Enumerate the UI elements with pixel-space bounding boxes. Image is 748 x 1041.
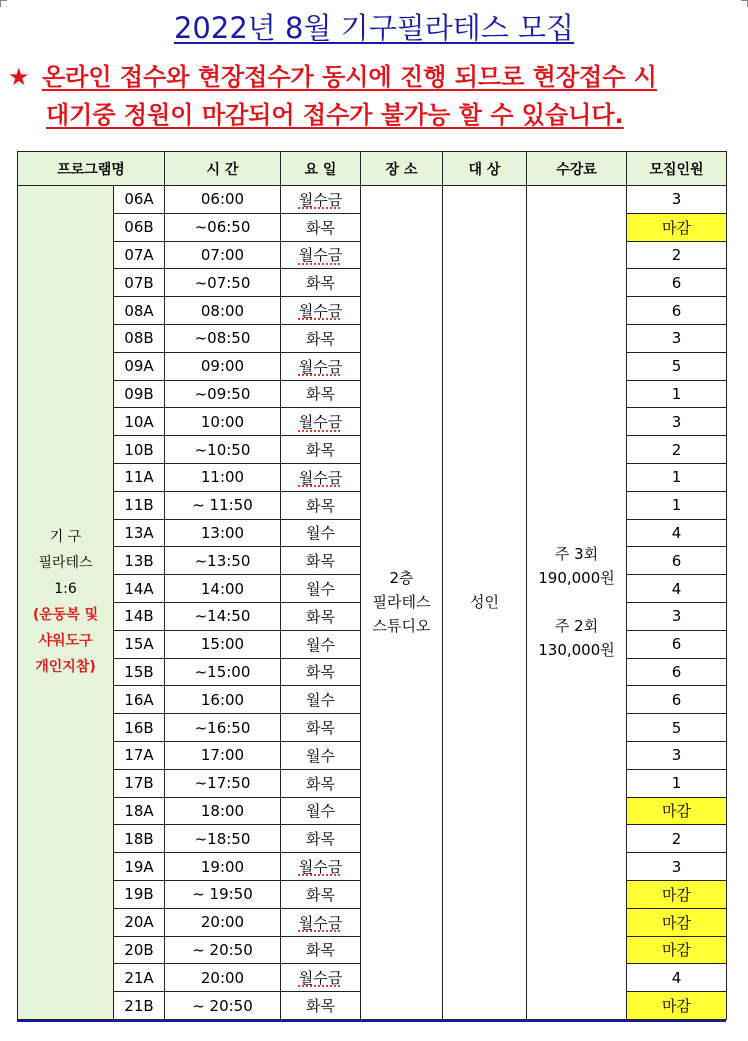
capacity-cell: 마감 xyxy=(627,880,727,908)
class-day xyxy=(281,519,361,547)
class-day xyxy=(281,741,361,769)
class-day-text: 화목 xyxy=(306,885,335,904)
program-ratio: 1:6 xyxy=(54,581,77,598)
class-code: 07B xyxy=(114,269,165,297)
capacity-cell: 6 xyxy=(627,269,727,297)
capacity-cell: 6 xyxy=(627,297,727,325)
header-time: 시 간 xyxy=(165,152,281,186)
header-target: 대 상 xyxy=(443,152,527,186)
notice-line-1 xyxy=(8,58,738,96)
class-day xyxy=(281,324,361,352)
class-time: ~17:50 xyxy=(165,769,281,797)
class-day-text: 화목 xyxy=(306,941,335,960)
header-capacity: 모집인원 xyxy=(627,152,727,186)
class-time: ~16:50 xyxy=(165,714,281,742)
header-place: 장 소 xyxy=(361,152,443,186)
capacity-cell: 4 xyxy=(627,575,727,603)
class-code: 17A xyxy=(114,741,165,769)
notice xyxy=(8,58,738,134)
class-code: 21A xyxy=(114,964,165,992)
capacity-cell: 2 xyxy=(627,241,727,269)
page-title xyxy=(0,10,748,46)
capacity-cell: 4 xyxy=(627,519,727,547)
class-code: 16B xyxy=(114,714,165,742)
class-day-text: 화목 xyxy=(306,830,335,849)
schedule-table xyxy=(17,151,727,1020)
capacity-cell: 6 xyxy=(627,630,727,658)
capacity-cell: 3 xyxy=(627,324,727,352)
class-day xyxy=(281,491,361,519)
class-day xyxy=(281,241,361,269)
class-day-text: 월수 xyxy=(306,580,335,599)
class-day-text: 화목 xyxy=(306,719,335,738)
class-time: ~ 20:50 xyxy=(165,992,281,1020)
class-code: 17B xyxy=(114,769,165,797)
capacity-cell: 6 xyxy=(627,686,727,714)
class-day-text: 화목 xyxy=(306,274,335,293)
fee-line-1: 주 3회 xyxy=(554,545,599,564)
class-day xyxy=(281,352,361,380)
capacity-cell: 3 xyxy=(627,602,727,630)
page-title-text: 2022년 8월 기구필라테스 모집 xyxy=(173,11,575,45)
class-day xyxy=(281,575,361,603)
capacity-cell: 3 xyxy=(627,408,727,436)
class-day-text: 월수금 xyxy=(298,302,343,321)
class-code: 18A xyxy=(114,797,165,825)
capacity-cell: 6 xyxy=(627,658,727,686)
class-day-text: 화목 xyxy=(306,663,335,682)
class-time: 15:00 xyxy=(165,630,281,658)
class-day-text: 화목 xyxy=(306,607,335,626)
capacity-cell: 5 xyxy=(627,714,727,742)
class-code: 19B xyxy=(114,880,165,908)
class-day xyxy=(281,436,361,464)
class-day-text: 월수금 xyxy=(298,413,343,432)
class-time: ~06:50 xyxy=(165,213,281,241)
class-code: 14A xyxy=(114,575,165,603)
class-time: ~08:50 xyxy=(165,324,281,352)
class-time: 17:00 xyxy=(165,741,281,769)
capacity-cell: 3 xyxy=(627,741,727,769)
bottom-rule xyxy=(17,1020,726,1022)
class-time: 20:00 xyxy=(165,964,281,992)
class-day-text: 월수 xyxy=(306,802,335,821)
class-day xyxy=(281,408,361,436)
class-code: 13B xyxy=(114,547,165,575)
class-day xyxy=(281,880,361,908)
class-day xyxy=(281,769,361,797)
class-day xyxy=(281,269,361,297)
class-code: 21B xyxy=(114,992,165,1020)
fee-line-4: 130,000원 xyxy=(538,641,615,660)
capacity-cell: 마감 xyxy=(627,213,727,241)
capacity-cell: 2 xyxy=(627,436,727,464)
capacity-cell: 마감 xyxy=(627,936,727,964)
class-code: 20A xyxy=(114,908,165,936)
class-code: 15B xyxy=(114,658,165,686)
capacity-cell: 1 xyxy=(627,491,727,519)
class-day xyxy=(281,630,361,658)
page-corner-mark xyxy=(0,0,7,7)
header-program: 프로그램명 xyxy=(18,152,165,186)
capacity-cell: 3 xyxy=(627,186,727,214)
class-time: 11:00 xyxy=(165,463,281,491)
capacity-cell: 마감 xyxy=(627,908,727,936)
class-code: 10A xyxy=(114,408,165,436)
class-time: 13:00 xyxy=(165,519,281,547)
class-day xyxy=(281,714,361,742)
class-code: 19A xyxy=(114,853,165,881)
class-day xyxy=(281,463,361,491)
class-day-text: 월수금 xyxy=(298,858,343,877)
table-body xyxy=(18,186,727,1020)
star-icon: ★ xyxy=(8,63,30,91)
class-code: 18B xyxy=(114,825,165,853)
class-day-text: 월수 xyxy=(306,691,335,710)
capacity-cell: 마감 xyxy=(627,797,727,825)
class-day-text: 화목 xyxy=(306,441,335,460)
class-time: ~10:50 xyxy=(165,436,281,464)
capacity-cell: 마감 xyxy=(627,992,727,1020)
class-day xyxy=(281,602,361,630)
place-line-2: 필라테스 xyxy=(372,593,431,612)
class-code: 09B xyxy=(114,380,165,408)
capacity-cell: 1 xyxy=(627,380,727,408)
class-code: 11A xyxy=(114,463,165,491)
class-day-text: 월수 xyxy=(306,524,335,543)
class-day xyxy=(281,380,361,408)
capacity-cell: 5 xyxy=(627,352,727,380)
class-time: ~13:50 xyxy=(165,547,281,575)
class-code: 09A xyxy=(114,352,165,380)
class-day xyxy=(281,964,361,992)
table-header-row xyxy=(18,152,727,186)
class-day-text: 화목 xyxy=(306,218,335,237)
capacity-cell: 3 xyxy=(627,853,727,881)
notice-text-2: 대기중 정원이 마감되어 접수가 불가능 할 수 있습니다. xyxy=(46,101,624,129)
class-time: ~ 19:50 xyxy=(165,880,281,908)
fee-cell xyxy=(527,186,627,1020)
table-row xyxy=(18,186,727,214)
class-day xyxy=(281,825,361,853)
class-code: 10B xyxy=(114,436,165,464)
notice-line-2 xyxy=(8,96,738,134)
class-time: ~18:50 xyxy=(165,825,281,853)
header-fee: 수강료 xyxy=(527,152,627,186)
class-day-text: 화목 xyxy=(306,997,335,1015)
class-code: 06B xyxy=(114,213,165,241)
class-day-text: 화목 xyxy=(306,774,335,793)
class-time: ~ 11:50 xyxy=(165,491,281,519)
notice-text-1: 온라인 접수와 현장접수가 동시에 진행 되므로 현장접수 시 xyxy=(42,63,657,91)
class-day xyxy=(281,797,361,825)
class-time: 09:00 xyxy=(165,352,281,380)
target-cell: 성인 xyxy=(443,186,527,1020)
fee-line-3: 주 2회 xyxy=(554,617,599,636)
class-time: 14:00 xyxy=(165,575,281,603)
class-code: 07A xyxy=(114,241,165,269)
class-day-text: 월수금 xyxy=(298,969,343,988)
class-day xyxy=(281,908,361,936)
class-code: 16A xyxy=(114,686,165,714)
class-time: ~14:50 xyxy=(165,602,281,630)
class-day xyxy=(281,186,361,214)
class-time: 20:00 xyxy=(165,908,281,936)
class-day xyxy=(281,547,361,575)
class-time: ~09:50 xyxy=(165,380,281,408)
class-code: 08A xyxy=(114,297,165,325)
class-time: ~ 20:50 xyxy=(165,936,281,964)
class-day-text: 월수금 xyxy=(298,357,343,376)
class-day xyxy=(281,297,361,325)
program-name-2: 필라테스 xyxy=(38,555,93,572)
class-time: ~15:00 xyxy=(165,658,281,686)
capacity-cell: 1 xyxy=(627,769,727,797)
place-line-3: 스튜디오 xyxy=(372,617,431,636)
class-time: 07:00 xyxy=(165,241,281,269)
class-day xyxy=(281,658,361,686)
class-day-text: 화목 xyxy=(306,552,335,571)
class-day xyxy=(281,992,361,1020)
class-day-text: 화목 xyxy=(306,385,335,404)
program-name-1: 기 구 xyxy=(49,529,82,546)
class-time: 16:00 xyxy=(165,686,281,714)
class-time: 06:00 xyxy=(165,186,281,214)
class-day-text: 월수금 xyxy=(298,190,343,209)
class-code: 06A xyxy=(114,186,165,214)
program-note-2: 샤워도구 xyxy=(38,633,93,650)
class-day-text: 월수 xyxy=(306,635,335,654)
program-name-cell xyxy=(18,186,114,1020)
class-day-text: 월수금 xyxy=(298,913,343,932)
class-day xyxy=(281,213,361,241)
capacity-cell: 6 xyxy=(627,547,727,575)
program-note-3: 개인지참) xyxy=(35,659,96,676)
class-day-text: 월수 xyxy=(306,746,335,765)
class-code: 15A xyxy=(114,630,165,658)
place-line-1: 2층 xyxy=(389,569,414,588)
capacity-cell: 4 xyxy=(627,964,727,992)
class-day xyxy=(281,686,361,714)
class-day-text: 화목 xyxy=(306,496,335,515)
class-time: 19:00 xyxy=(165,853,281,881)
capacity-cell: 2 xyxy=(627,825,727,853)
class-day xyxy=(281,936,361,964)
class-day-text: 월수금 xyxy=(298,246,343,265)
class-day xyxy=(281,853,361,881)
class-day-text: 화목 xyxy=(306,329,335,348)
class-time: 08:00 xyxy=(165,297,281,325)
place-cell xyxy=(361,186,443,1020)
capacity-cell: 1 xyxy=(627,463,727,491)
class-code: 13A xyxy=(114,519,165,547)
class-code: 08B xyxy=(114,324,165,352)
class-time: ~07:50 xyxy=(165,269,281,297)
class-day-text: 월수금 xyxy=(298,468,343,487)
header-day: 요 일 xyxy=(281,152,361,186)
class-time: 18:00 xyxy=(165,797,281,825)
program-note-1: (운동복 및 xyxy=(32,607,99,624)
fee-line-2: 190,000원 xyxy=(538,569,615,588)
class-time: 10:00 xyxy=(165,408,281,436)
class-code: 14B xyxy=(114,602,165,630)
page-corner-mark xyxy=(741,0,748,7)
class-code: 11B xyxy=(114,491,165,519)
class-code: 20B xyxy=(114,936,165,964)
